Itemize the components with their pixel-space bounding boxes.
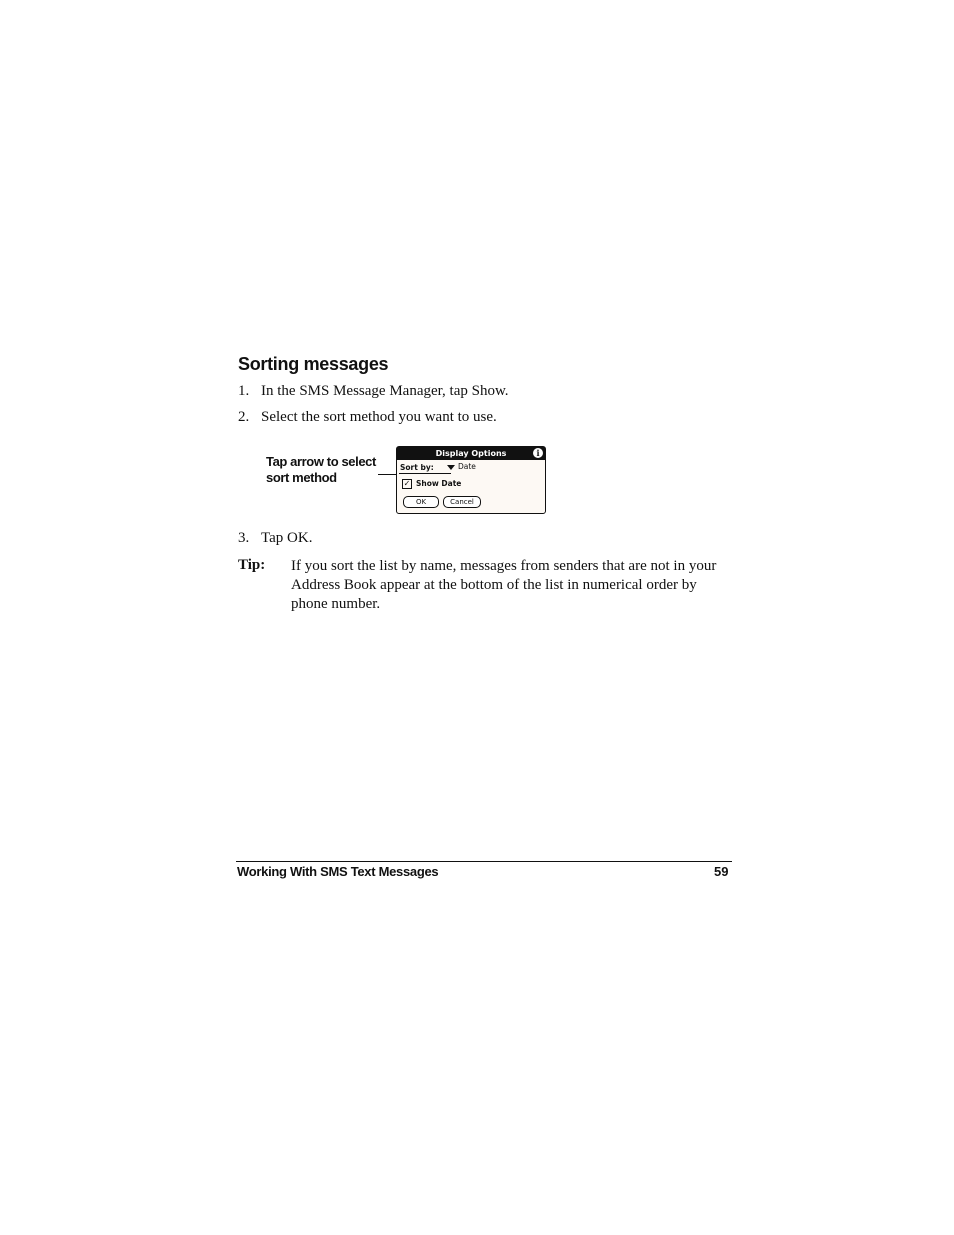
step-1 (238, 383, 509, 400)
dialog-title: Display Options (397, 447, 545, 460)
dropdown-arrow-icon[interactable] (447, 465, 455, 470)
footer-rule (236, 861, 732, 862)
sort-by-label: Sort by: (400, 463, 434, 472)
tip-label: Tip: (238, 557, 266, 573)
step-number: 1. (238, 383, 250, 399)
callout-label (266, 454, 376, 486)
footer-chapter-title: Working With SMS Text Messages (237, 864, 439, 879)
step-text: Select the sort method you want to use. (261, 409, 497, 425)
sort-by-value[interactable]: Date (458, 462, 476, 471)
tip-text: If you sort the list by name, messages from senders that are not in your Address Book appear at the bottom of the list in numerical order by phone number. (291, 558, 717, 612)
step-number: 2. (238, 409, 250, 425)
ok-button[interactable]: OK (403, 496, 439, 508)
callout-line-1: Tap arrow to select (266, 454, 376, 469)
cancel-button[interactable]: Cancel (443, 496, 481, 508)
display-options-dialog (396, 446, 546, 514)
footer-page-number: 59 (714, 864, 729, 879)
show-date-label: Show Date (416, 479, 462, 488)
info-icon[interactable]: i (533, 448, 543, 458)
step-2 (238, 409, 497, 426)
step-number: 3. (238, 530, 250, 546)
section-heading: Sorting messages (238, 354, 389, 374)
sort-by-underline (399, 473, 451, 474)
step-text: Tap OK. (261, 530, 313, 546)
callout-line-2: sort method (266, 470, 337, 485)
step-3 (238, 530, 312, 547)
step-text: In the SMS Message Manager, tap Show. (261, 383, 509, 399)
show-date-checkbox[interactable]: ✓ (403, 479, 411, 488)
